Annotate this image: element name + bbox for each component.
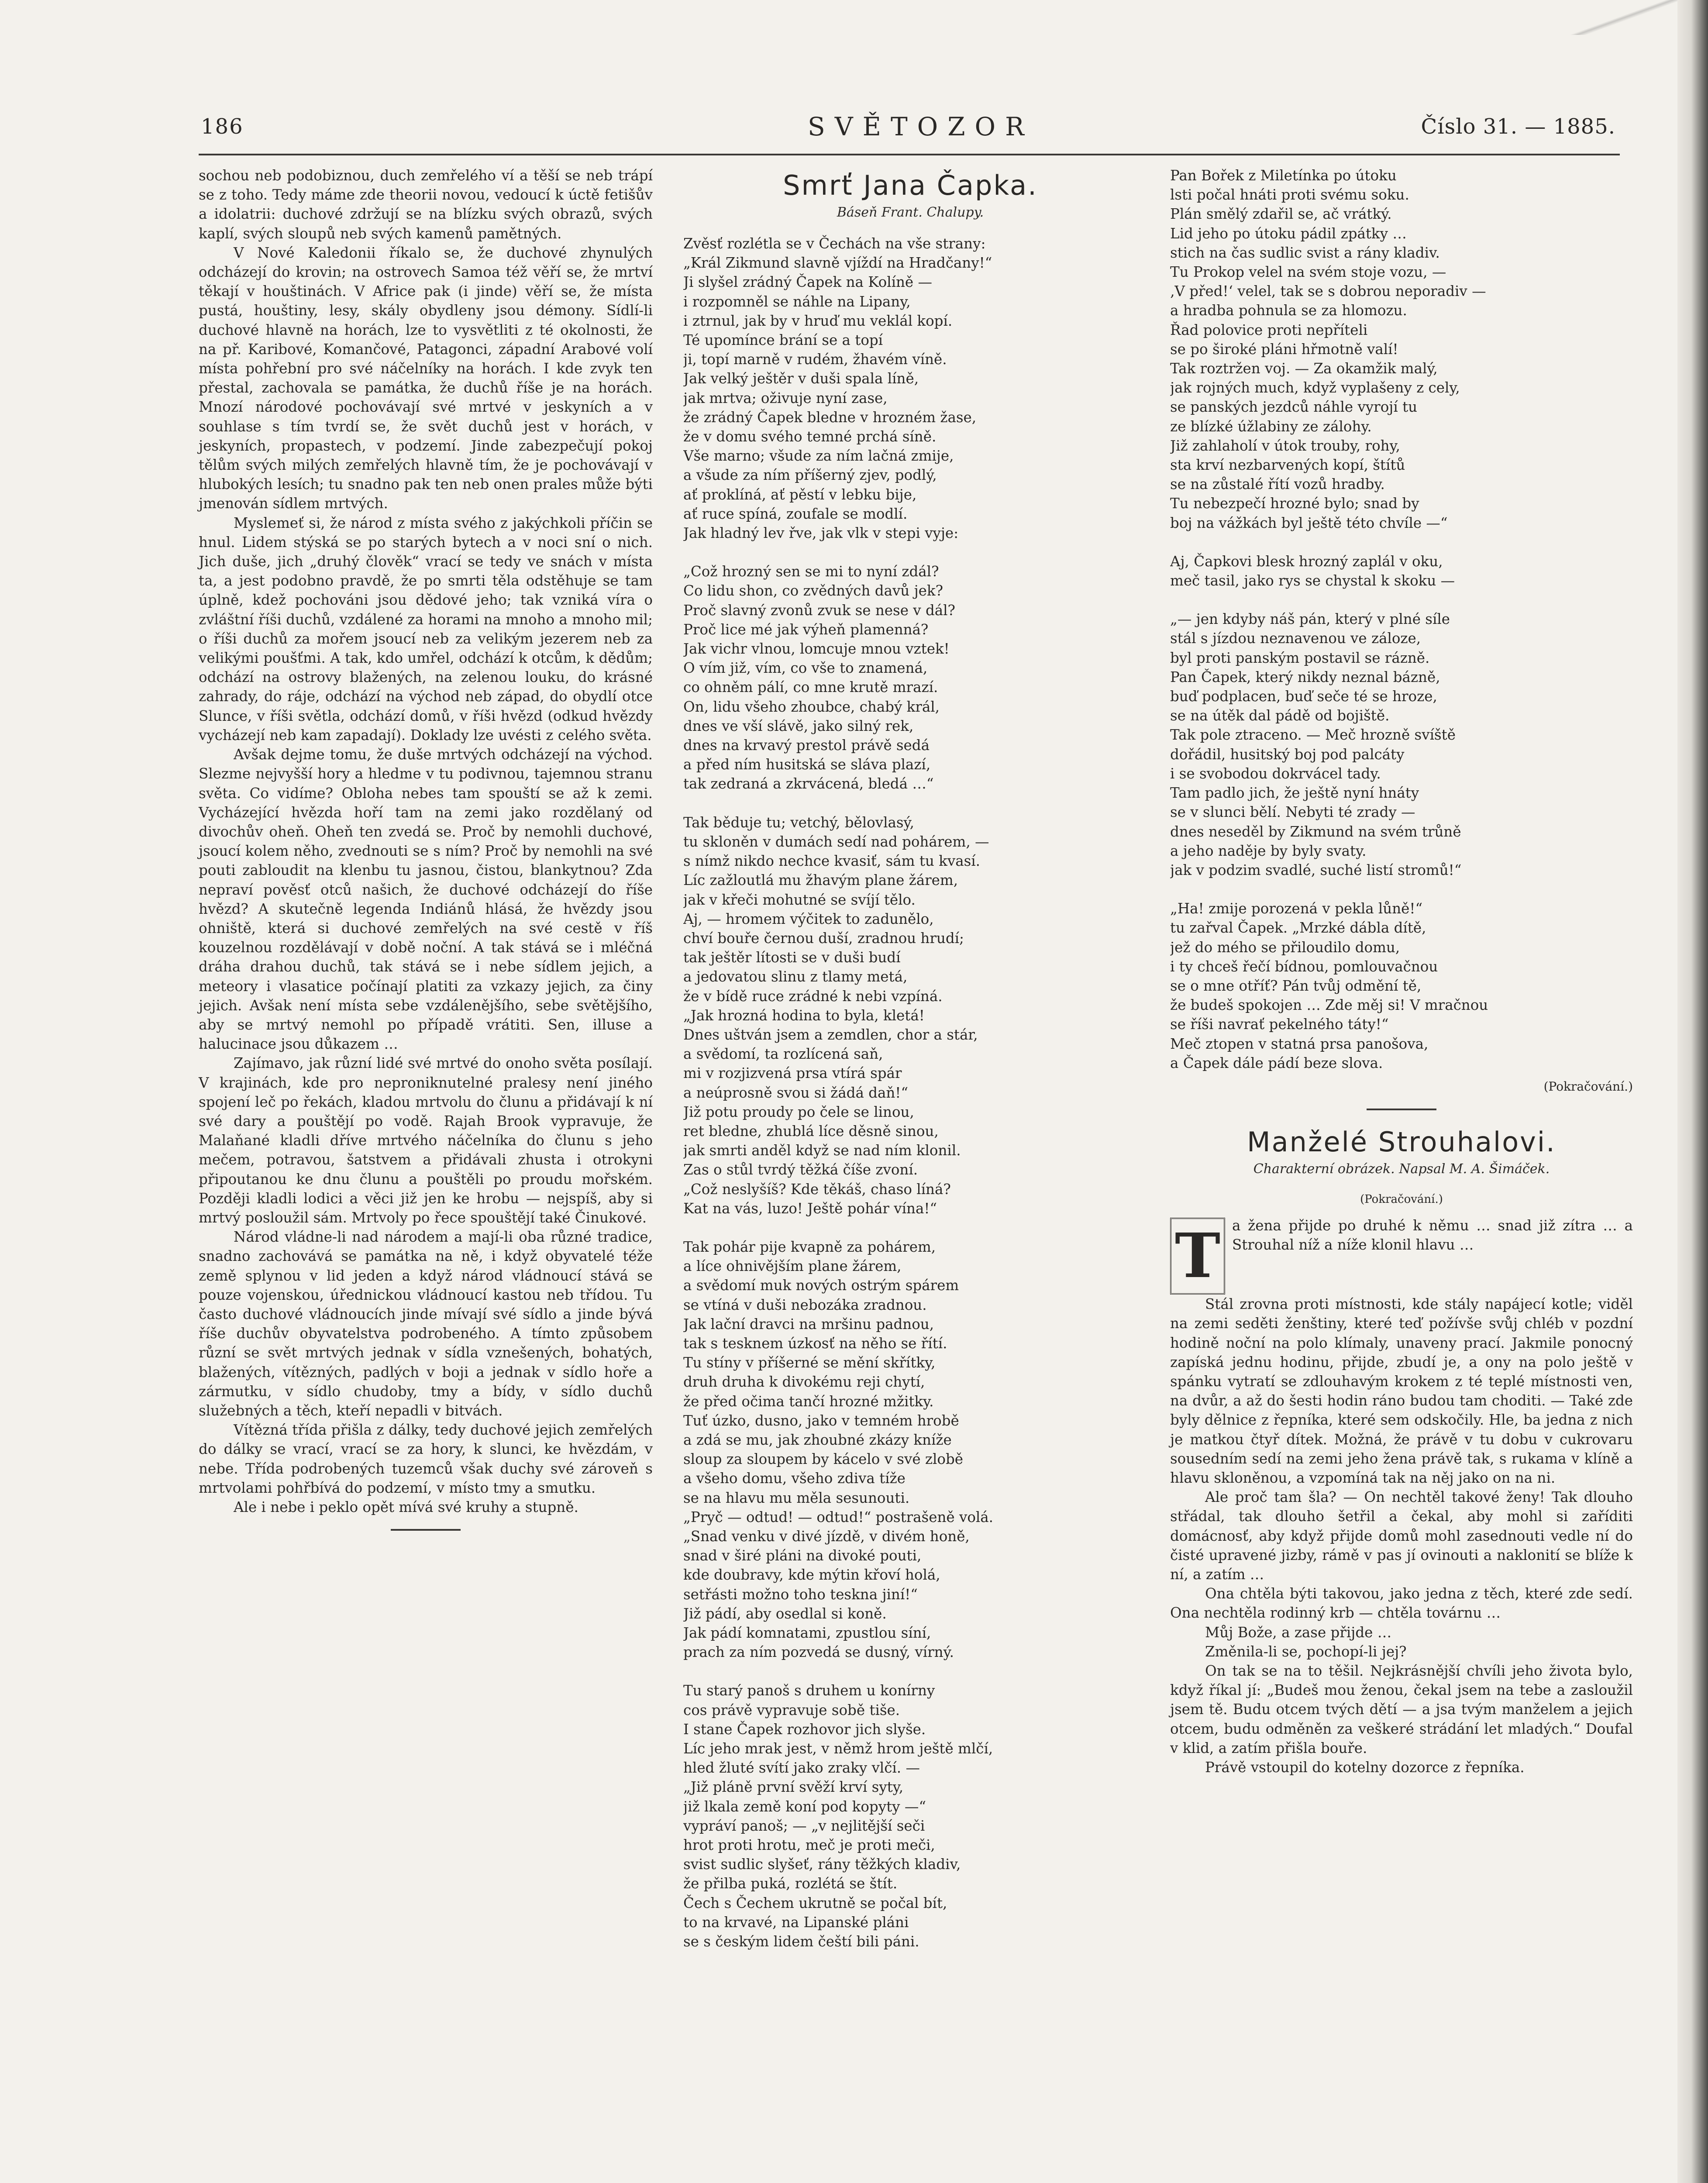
stanza-gap (1170, 590, 1633, 609)
poem-line: a před ním husitská se sláva plazí, (683, 756, 931, 773)
poem-line: že v bídě ruce zrádné k nebi vzpíná. (683, 988, 943, 1005)
poem-line: druh druha k divokému reji chytí, (683, 1374, 925, 1391)
poem-line: ji, topí marně v rudém, žhavém víně. (683, 351, 947, 368)
poem-line: že přilba puká, rozlétá se štít. (683, 1875, 898, 1892)
poem-line: svist sudlic slyšeť, rány těžkých kladiv, (683, 1856, 961, 1873)
poem-line: a líce ohnivějším plane žárem, (683, 1258, 902, 1275)
stanza-gap (1170, 880, 1633, 899)
poem-line: ret bledne, zhublá líce děsně sinou, (683, 1122, 939, 1140)
poem-line: tak zedraná a zkrvácená, bledá …“ (683, 775, 934, 792)
drop-cap: T (1170, 1218, 1225, 1295)
poem-line: tu skloněn v dumách sedí nad pohárem, — (683, 833, 989, 850)
poem-line: se po široké pláni hřmotně valí! (1170, 341, 1398, 358)
poem-line: a všude za ním příšerný zjev, podlý, (683, 467, 937, 484)
poem-line: jak v podzim svadlé, suché listí stromů!“ (1170, 861, 1462, 878)
paragraph: a žena přijde po druhé k němu … snad již zítra … a Strouhal níž a níže klonil hlavu … (1232, 1217, 1633, 1253)
poem-line: jak rojných much, když vyplašeny z cely, (1170, 379, 1460, 396)
poem-line: ať ruce spíná, zoufale se modlí. (683, 505, 908, 522)
column-middle (683, 166, 1137, 1951)
paragraph: Ona chtěla býti takovou, jako jedna z těch, které zde sedí. Ona nechtěla rodinný krb — chtěla továrnu … (1170, 1585, 1633, 1622)
poem-line: prach za ním pozvedá se dusný, vírný. (683, 1644, 954, 1661)
poem-line: „Jak hrozná hodina to byla, kletá! (683, 1007, 925, 1024)
poem-line: Vše marno; všude za ním lačná zmije, (683, 448, 954, 465)
poem-line: Tu stíny v příšerné se mění skřítky, (683, 1354, 936, 1371)
poem-line: Tu Prokop velel na svém stoje vozu, — (1170, 264, 1446, 281)
poem-line: Tam padlo jich, že ještě nyní hnáty (1170, 785, 1419, 802)
paragraph: sochou neb podobiznou, duch zemřelého ví a těší se neb trápí se z toho. Tedy máme zde theorii novou, vedoucí k úctě fetišův a idolatrii: duchové zdržují se na blízku svých obrazů, svých kaplí, svých sloupů neb svých kamenů pamětných. (199, 167, 653, 242)
poem-subtitle: Báseň Frant. Chalupy. (837, 205, 984, 220)
poem-line: mi v rozjizvená prsa vtírá spár (683, 1065, 902, 1082)
poem-line: Meč ztopen v statná prsa panošova, (1170, 1035, 1429, 1052)
paragraph: Myslemeť si, že národ z místa svého z jakýchkoli příčin se hnul. Lidem stýská se po starých bytech a v noci sní o nich. Jich duše, jich „druhý člověk“ vrací se tedy ve snách v místa ta, a jest podobno pravdě, že po smrti těla odstěhuje se tam úplně, kdež pochováni jsou dědové jeho; tak vzniká víra o zvláštní říši duchů, vzdálené za horami na mnoho a mnoho mil; o říši duchů za mořem jsoucí neb za velikým jezerem neb za velikými poušťmi. A tak, kdo umřel, odchází k otcům, k dědům; odchází na ostrovy blažených, na zelenou louku, do krásné zahrady, do ráje, odchází na východ neb západ, do obydlí otce Slunce, v říši světla, odchází domů, v říši hvězd (odkud hvězdy vycházejí neb kam zapadají). Doklady lze uvésti z celého světa. (199, 514, 653, 744)
poem-line: jež do mého se přiloudilo domu, (1170, 939, 1400, 956)
poem-line: se na zůstalé řítí vozů hradby. (1170, 476, 1385, 493)
poem-line: Jak lační dravci na mršinu padnou, (683, 1315, 934, 1333)
poem-line: to na krvavé, na Lipanské pláni (683, 1914, 909, 1931)
poem-line: O vím již, vím, co vše to znamená, (683, 660, 928, 677)
poem-line: Tuť úzko, dusno, jako v temném hrobě (683, 1412, 959, 1429)
poem-line: jak mrtva; oživuje nyní zase, (683, 389, 888, 406)
poem-line: a jeho naděje by byly svaty. (1170, 842, 1367, 859)
poem-line: meč tasil, jako rys se chystal k skoku — (1170, 572, 1455, 589)
poem-line: byl proti panským postavil se rázně. (1170, 649, 1430, 666)
poem-line: i ty chceš řečí bídnou, pomlouvačnou (1170, 958, 1438, 975)
poem-line: Tak běduje tu; vetchý, bělovlasý, (683, 814, 914, 831)
journal-title: SVĚTOZOR (808, 112, 1034, 141)
poem-line: a Čapek dále pádí beze slova. (1170, 1054, 1383, 1071)
poem-line: jak v křeči mohutné se svíjí tělo. (683, 891, 916, 908)
poem-line: „Již pláně první svěží krví syty, (683, 1779, 904, 1796)
poem-line: buď podplacen, buď seče té se hroze, (1170, 688, 1437, 705)
poem-line: ‚V před!‘ velel, tak se s dobrou neporadiv — (1170, 283, 1486, 300)
poem-line: Tak pole ztraceno. — Meč hrozně svíště (1170, 727, 1456, 744)
end-ornament (391, 1529, 461, 1531)
poem-line: cos právě vypravuje sobě tiše. (683, 1701, 900, 1718)
page-header (201, 114, 1615, 145)
paragraph: Zajímavo, jak různí lidé své mrtvé do onoho světa posílají. V krajinách, kde pro neproniknutelné pralesy není jiného spojení leč po řekách, kladou mrtvolu do člunu a přidávají k ní své dary a pouštějí po vodě. Rajah Brook vypravuje, že Malaňané kladli dříve mrtvého náčelníka do člunu s jeho mečem, potravou, šatstvem a přidávali zhusta i otrokyni připoutanou ke dnu člunu a pouštěli po proudu mořském. Později kladli lodici a věci již jen ke hrobu — nejspíš, aby si mrtvý posloužil sám. Mrtvoly po řece spouštějí také Činukové. (199, 1055, 653, 1226)
section-ornament (1367, 1109, 1436, 1110)
poem-line: Proč slavný zvonů zvuk se nese v dál? (683, 602, 955, 619)
poem-line: že v domu svého temné prchá síně. (683, 428, 937, 445)
poem-line: boj na vážkách byl ještě této chvíle —“ (1170, 514, 1448, 531)
poem-line: Dnes uštván jsem a zemdlen, chor a stár, (683, 1026, 978, 1043)
poem-line: Proč lice mé jak výheň plamenná? (683, 621, 929, 638)
poem-line: Již pádí, aby osedlal si koně. (683, 1605, 887, 1622)
poem-line: Aj, Čapkovi blesk hrozný zaplál v oku, (1170, 553, 1443, 570)
poem-line: Kat na vás, luzo! Ještě pohár vína!“ (683, 1200, 937, 1217)
poem-line: lsti počal hnáti proti svému soku. (1170, 186, 1409, 203)
story-subtitle: Charakterní obrázek. Napsal M. A. Šimáček. (1253, 1161, 1550, 1177)
poem-line: „Ha! zmije porozená v pekla lůně!“ (1170, 900, 1423, 917)
poem-line: Jak velký ještěr v duši spala líně, (683, 370, 919, 387)
paragraph: Stál zrovna proti místnosti, kde stály napájecí kotle; viděl na zemi seděti ženštiny, které teď požívše svůj chléb v pozdní hodině noční na polo klímaly, unaveny prací. Jakmile ponocný zapíská jednu hodinu, přijde, zbudí je, a ony na polo ještě v spánku vytratí se zdlouhavým krokem z té teplé místnosti ven, na dvůr, a až do šesti hodin ráno budou tam choditi. — Také zde byly dělnice z řepníka, které sem odskočily. Hle, ba jedna z nich je matkou čtyř dítek. Možná, že právě v tu dobu v cukrovaru sousedním sedí na zemi jeho žena právě tak, s rukama v klíně a hlavu skloněnou, a vzpomíná tak na něj jako on na ni. (1170, 1296, 1633, 1486)
poem-line: ze blízké úžlabiny ze zálohy. (1170, 418, 1372, 435)
header-rule (199, 154, 1620, 155)
poem-continued-note: (Pokračování.) (1543, 1079, 1633, 1094)
poem-line: tak s tesknem úzkosť na něho se řítí. (683, 1335, 947, 1352)
poem-line: se říši navrať pekelného táty!“ (1170, 1016, 1389, 1033)
poem-body (683, 234, 1137, 1951)
poem-line: Již potu proudy po čele se linou, (683, 1103, 914, 1120)
story-title: Manželé Strouhalovi. (1247, 1126, 1556, 1158)
poem-line: sta krví nezbarvených kopí, štítů (1170, 457, 1405, 474)
paragraph: Národ vládne-li nad národem a mají-li oba různé tradice, snadno zachovává se památka na ně, i když obyvatelé téže země splynou v lid jeden a když národ vládnoucí stává se pouze vojenskou, úřednickou vládnoucí kastou neb třídou. Tu často duchové vládnoucích jinde mívají své sídlo a jinde bývá říše duchův obyvatelstva podrobeného. A tímto způsobem různí se svět mrtvých jednak v sídla vznešených, bohatých, blažených, vítězných, padlých v boji a jednak v sídlo hoře a zármutku, v sídlo chudoby, tmy a bídy, v sídlo duchů služebných a těch, kteří nepadli v bitvách. (199, 1229, 653, 1419)
column-right (1170, 166, 1633, 1777)
poem-line: vypráví panoš; — „v nejlitější seči (683, 1817, 925, 1834)
poem-line: Tak pohár pije kvapně za pohárem, (683, 1238, 936, 1255)
poem-line: se na hlavu mu měla sesunouti. (683, 1489, 910, 1506)
poem-line: hrot proti hrotu, meč je proti meči, (683, 1837, 935, 1854)
paragraph: V Nové Kaledonii říkalo se, že duchové zhynulých odcházejí do krovin; na ostrovech Samoa též věří se, že mrtví těkají v houštinách. V Africe pak (i jinde) věří se, že místa pustá, houštiny, lesy, skály obydleny jsou démony. Sídlí-li duchové hlavně na horách, lze to vysvětliti z té okolnosti, že na př. Karibové, Komančové, Patagonci, západní Arabové volí místa pohřební pro své náčelníky na horách. I kde zvyk ten přestal, zachovala se památka, že duchů říše je na horách. Mnozí národové pochovávají své mrtvé v jeskyních a v souhlase s tím tvrdí se, že svět duchů jest v horách, v jeskyních, propastech, v podzemí. Jinde zabezpečují pokoj tělům svých milých zemřelých hlavně tím, že je pochovávají v hlubokých lesích; tu snadno pak ten neb onen prales může býti jmenován sídlem mrtvých. (199, 244, 653, 512)
poem-line: dnes na krvavý prestol právě sedá (683, 737, 930, 754)
poem-line: „Což neslyšíš? Kde těkáš, chaso líná? (683, 1181, 951, 1198)
poem-line: dořádil, husitský boj pod palcáty (1170, 746, 1405, 763)
poem-line: „Což hrozný sen se mi to nyní zdál? (683, 563, 939, 580)
poem-line: dnes ve vší slávě, jako silný rek, (683, 717, 914, 734)
poem-line: kde doubravy, kde mýtin křoví holá, (683, 1567, 940, 1584)
poem-line: Pan Bořek z Miletínka po útoku (1170, 167, 1397, 184)
poem-line: se s českým lidem čeští bili páni. (683, 1933, 919, 1950)
poem-line: a svědomí, ta rozlícená saň, (683, 1046, 883, 1063)
poem-line: Již zahlaholí v útok trouby, rohy, (1170, 437, 1400, 454)
poem-line: stich na čas sudlic svist a rány kladiv. (1170, 244, 1440, 261)
poem-body-continued (1170, 166, 1633, 1073)
stanza-gap (1170, 533, 1633, 552)
story-opening (1170, 1216, 1633, 1295)
poem-line: i ztrnul, jak by v hruď mu veklál kopí. (683, 312, 953, 329)
poem-line: Ji slyšel zrádný Čapek na Kolíně — (683, 274, 932, 291)
stanza-gap (683, 543, 1137, 562)
poem-line: tu zařval Čapek. „Mrzké dábla dítě, (1170, 919, 1426, 937)
poem-line: se o mne otříť? Pán tvůj odmění tě, (1170, 977, 1422, 994)
stanza-gap (683, 794, 1137, 813)
poem-line: chví bouře černou duší, zradnou hrudí; (683, 930, 964, 947)
poem-line: Zas o stůl tvrdý těžká číše zvoní. (683, 1161, 918, 1178)
poem-line: co ohněm pálí, co mne krutě mrazí. (683, 679, 938, 696)
poem-line: Plán smělý zdařil se, ač vrátký. (1170, 206, 1392, 223)
page-corner-crease (1533, 0, 1677, 35)
stanza-gap (683, 1218, 1137, 1237)
poem-line: jak smrti anděl když se nad ním klonil. (683, 1142, 961, 1159)
poem-line: Jak pádí komnatami, zpustlou síní, (683, 1625, 931, 1642)
poem-line: „— jen kdyby náš pán, který v plné síle (1170, 611, 1450, 628)
poem-line: Aj, — hromem výčitek to zadunělo, (683, 910, 934, 927)
poem-line: Pan Čapek, který nikdy neznal bázně, (1170, 668, 1440, 685)
poem-line: Tak roztržen voj. — Za okamžik malý, (1170, 360, 1438, 377)
poem-line: tak ještěr lítosti se v duši budí (683, 949, 901, 966)
paragraph: Vítězná třída přišla z dálky, tedy duchové jejich zemřelých do dálky se vrací, vrací se za hory, k slunci, ke hvězdám, v nebe. Třída podrobených tuzemců však duchy své zároveň s mrtvolami pohřbívá do podzemí, v místo tmy a smutku. (199, 1422, 653, 1496)
poem-line: se na útěk dal pádě od bojiště. (1170, 707, 1390, 724)
page-edge-shadow (1677, 0, 1708, 2183)
poem-line: Čech s Čechem ukrutně se počal bít, (683, 1894, 947, 1911)
poem-line: Líc jeho mrak jest, v němž hrom ještě mlčí, (683, 1740, 993, 1757)
paragraph: Ale proč tam šla? — On nechtěl takové ženy! Tak dlouho střádal, tak dlouho šetřil a čekal, aby mohl si zaříditi domácnosť, aby když přijde domů mohl zasednouti vedle ní do čisté upravené jizby, rámě v pas jí ovinouti a naklonití se blíže k ní, a zatím … (1170, 1489, 1633, 1583)
paragraph: On tak se na to těšil. Nejkrásnější chvíli jeho života bylo, když říkal jí: „Budeš mou ženou, čekal jsem na tebe a zasloužil jsem tě. Budu otcem tvých dětí — a jsa tvým manželem a jejich otcem, budu odměněn za veškeré strádání let mladých.“ Doufal v klid, a zatím přišla bouře. (1170, 1663, 1633, 1756)
poem-line: a jedovatou slinu z tlamy metá, (683, 968, 908, 985)
poem-line: stál s jízdou neznavenou ve záloze, (1170, 630, 1421, 647)
poem-line: se panských jezdců náhle vyrojí tu (1170, 399, 1418, 416)
stanza-gap (683, 1662, 1137, 1681)
poem-line: ať proklíná, ať pěstí v lebku bije, (683, 486, 917, 503)
poem-line: snad v širé pláni na divoké pouti, (683, 1547, 922, 1564)
poem-line: s nímž nikdo nechce kvasiť, sám tu kvasí. (683, 853, 980, 870)
poem-line: a všeho domu, všeho zdiva tíže (683, 1470, 906, 1487)
poem-line: hled žluté svítí jako zraky vlčí. — (683, 1759, 920, 1777)
poem-line: se v slunci bělí. Nebyti té zrady — (1170, 804, 1415, 821)
poem-line: „Pryč — odtud! — odtud!“ postrašeně volá. (683, 1508, 993, 1525)
poem-line: „Král Zikmund slavně vjíždí na Hradčany!“ (683, 255, 992, 272)
poem-line: Co lidu shon, co zvědných davů jek? (683, 582, 943, 599)
poem-line: Řad polovice proti nepříteli (1170, 321, 1368, 338)
poem-title: Smrť Jana Čapka. (783, 169, 1038, 201)
poem-line: sloup za sloupem by kácelo v své zlobě (683, 1451, 964, 1468)
poem-line: se vtíná v duši nebozáka zradnou. (683, 1296, 927, 1313)
poem-line: setřásti možno toho teskna jiní!“ (683, 1586, 918, 1603)
poem-line: a hradba pohnula se za hlomozu. (1170, 302, 1407, 319)
poem-line: „Snad venku v divé jízdě, v divém honě, (683, 1528, 970, 1545)
poem-line: Zvěsť rozlétla se v Čechách na vše strany: (683, 235, 986, 252)
column-left (199, 166, 653, 1546)
poem-line: I stane Čapek rozhovor jich slyše. (683, 1721, 926, 1738)
poem-line: Tu nebezpečí hrozné bylo; snad by (1170, 495, 1419, 512)
paragraph: Ale i nebe i peklo opět mívá své kruhy a stupně. (234, 1499, 579, 1516)
poem-line: i rozpomněl se náhle na Lipany, (683, 293, 911, 310)
poem-line: a svědomí muk nových ostrým spárem (683, 1277, 959, 1294)
poem-line: Té upomínce brání se a topí (683, 332, 883, 349)
paragraph: Právě vstoupil do kotelny dozorce z řepníka. (1205, 1759, 1525, 1776)
poem-line: a neúprosně svou si žádá daň!“ (683, 1084, 908, 1101)
poem-line: Líc zažloutlá mu žhavým plane žárem, (683, 872, 958, 889)
issue-info: Číslo 31. — 1885. (1421, 114, 1615, 139)
paragraph: Avšak dejme tomu, že duše mrtvých odcházejí na východ. Slezme nejvyšší hory a hledme v tu podivnou, tajemnou stranu světa. Co vidíme? Obloha nebes tam spouští se až k zemi. Vycházející hvězda hoří tam na zemi jako rozdělaný od divochův oheň. Oheň ten zvedá se. Proč by nemohli duchové, jsoucí kolem něho, zvednouti se s ním? Proč by nemohli na své pouti zabloudit na klenbu tu jasnou, čistou, blankytnou? Zda nepraví pověsť otců našich, že duchové odcházejí do říše hvězd? A skutečně legenda Indiánů hlásá, že hvězdy jsou ohniště, která si duchové zemřelých na své cestě v říš kouzelnou rozdělávají v době noční. A tak stává se i mléčná dráha drahou duchů, tak stává se i nebe sídlem jejich, a meteory i vlasatice počínají platiti za vzkazy jejich, za činy jejich. Avšak není místa sebe vzdálenějšího, sebe světějšího, aby se mrtvý nemohl po případě vrátiti. Sen, illuse a halucinace jsou důkazem … (199, 746, 653, 1053)
poem-line: Jak vichr vlnou, lomcuje mnou vztek! (683, 640, 950, 658)
poem-line: že zrádný Čapek bledne v hrozném žase, (683, 409, 977, 426)
poem-line: že před očima tančí hrozné mžitky. (683, 1393, 934, 1410)
paragraph: Změnila-li se, pochopí-li jej? (1205, 1643, 1407, 1660)
poem-line: dnes neseděl by Zikmund na svém trůně (1170, 823, 1461, 840)
page-number: 186 (201, 114, 244, 139)
paragraph: Můj Bože, a zase přijde … (1205, 1624, 1392, 1641)
poem-line: že budeš spokojen … Zde měj si! V mračnou (1170, 997, 1488, 1014)
poem-line: Jak hladný lev řve, jak vlk v stepi vyje: (683, 525, 959, 542)
poem-line: i se svobodou dokrvácel tady. (1170, 765, 1381, 782)
poem-line: a zdá se mu, jak zhoubné zkázy kníže (683, 1431, 952, 1448)
poem-line: Tu starý panoš s druhem u konírny (683, 1682, 935, 1699)
poem-line: Lid jeho po útoku pádil zpátky … (1170, 225, 1407, 242)
poem-line: již lkala země koní pod kopyty —“ (683, 1798, 926, 1815)
story-continued-label: (Pokračování.) (1360, 1193, 1443, 1206)
poem-line: On, lidu všeho zhoubce, chabý král, (683, 698, 940, 715)
